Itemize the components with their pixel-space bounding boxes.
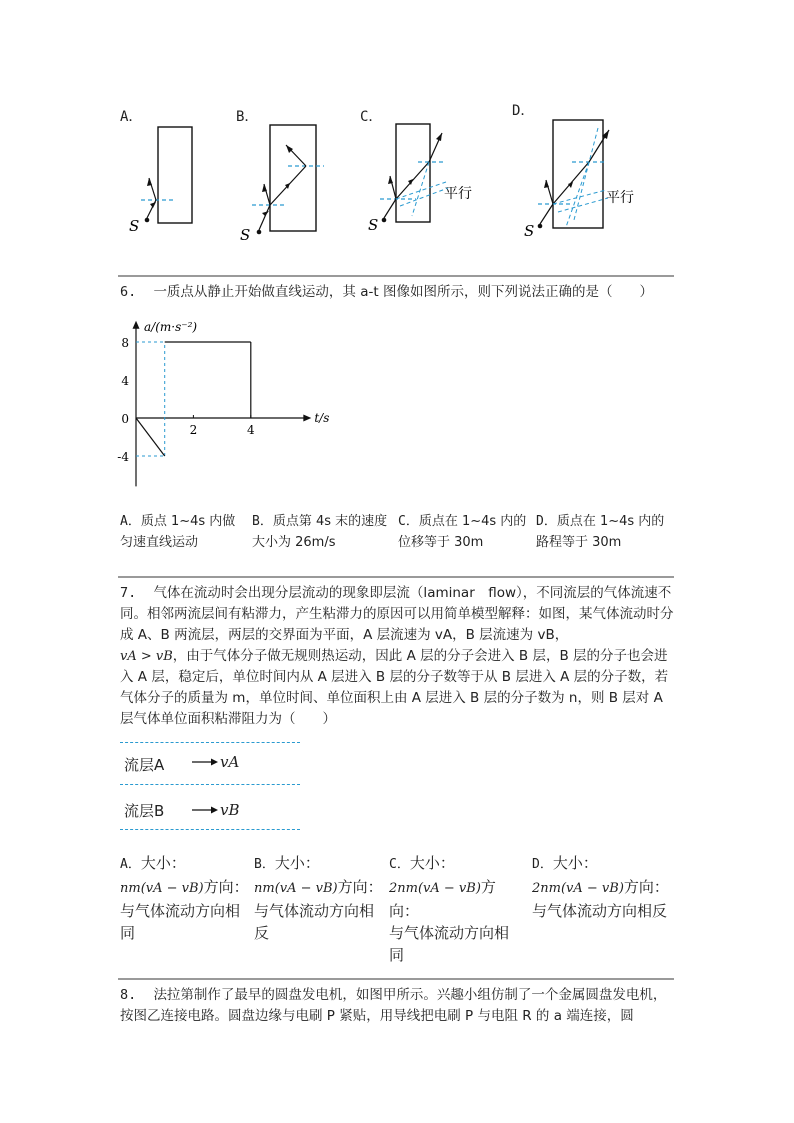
y-tick-label: 4	[121, 374, 129, 388]
q7-condition: vA > vB	[120, 649, 173, 664]
q7-option-b-dir-label: 方向：	[337, 878, 383, 896]
y-axis-arrow	[133, 321, 140, 329]
q7-option-d-size-label: 大小：	[552, 854, 598, 872]
layer-a-label: 流层A	[124, 756, 165, 774]
q6-option-b-label: B．	[252, 514, 273, 529]
q7-option-a-size-label: 大小：	[140, 854, 186, 872]
q6-option-d-label: D．	[536, 514, 557, 529]
q7-option-d-label: D．	[532, 857, 553, 872]
q7-option-d-formula: 2nm(vA − vB)	[532, 881, 624, 896]
q7-option-c-dir-text: 与气体流动方向相同	[389, 924, 510, 964]
parallel-label-d: 平行	[606, 190, 634, 206]
q6-option-a-text: 质点 1~4s 内做匀速直线运动	[120, 514, 236, 550]
q6-stem-text: 一质点从静止开始做直线运动，其 a-t 图像如图所示，则下列说法正确的是（ ）	[153, 284, 653, 300]
source-label-b: S	[240, 226, 251, 244]
q7-option-b-formula: nm(vA − vB)	[254, 881, 338, 896]
section-divider	[118, 275, 674, 277]
x-tick-label: 4	[246, 423, 255, 437]
q6-number: 6.	[120, 284, 137, 300]
arrow-right-icon	[190, 755, 220, 769]
q8-number: 8.	[120, 987, 137, 1003]
q8-stem-text: 法拉第制作了最早的圆盘发电机，如图甲所示。兴趣小组仿制了一个金属圆盘发电机，按图乙连接电路。圆盘边缘与电刷 P 紧贴，用导线把电刷 P 与电阻 R 的 a 端连接，圆	[120, 987, 667, 1024]
option-d-label: D．	[512, 103, 535, 119]
velocity-a-label: vA	[220, 753, 240, 771]
layer-b-label: 流层B	[124, 802, 165, 820]
q7-option-a-label: A．	[120, 857, 141, 872]
q7-stem	[120, 583, 674, 730]
option-a-label: A．	[120, 109, 143, 125]
q8-stem	[120, 985, 674, 1027]
layer-boundary-top	[120, 742, 300, 743]
series-segment	[136, 418, 165, 456]
q6-option-b[interactable]	[252, 511, 388, 553]
q7-option-a-formula: nm(vA − vB)	[120, 881, 204, 896]
refraction-diagram-b	[236, 118, 336, 243]
q6-option-a[interactable]	[120, 511, 248, 553]
q7-number: 7.	[120, 585, 137, 601]
q7-option-d-dir-label: 方向：	[623, 878, 669, 896]
y-tick-label: 8	[121, 336, 129, 350]
at-graph	[117, 316, 330, 496]
q6-option-c[interactable]	[398, 511, 532, 553]
q7-option-b[interactable]	[254, 852, 384, 944]
q7-option-c-label: C．	[389, 857, 410, 872]
layer-boundary-bottom	[120, 829, 300, 830]
q7-option-c-size-label: 大小：	[409, 854, 455, 872]
parallel-label-c: 平行	[444, 186, 472, 202]
source-label-c: S	[368, 216, 379, 234]
x-axis-label: t/s	[314, 411, 330, 425]
q7-stem-text-2: ，由于气体分子做无规则热运动，因此 A 层的分子会进入 B 层，B 层的分子也会进入 A 层，稳定后，单位时间内从 A 层进入 B 层的分子数等于从 B 层进入 A 层的分子数，若气体分子的质量为 m，单位时间、单位面积上由 A 层进入 B 层的分子数为 n，则 B 层对 A 层气体单位面积粘滞阻力为（ ）	[120, 648, 669, 727]
x-tick-label: 2	[189, 423, 198, 437]
q7-stem-text: 气体在流动时会出现分层流动的现象即层流（laminar flow），不同流层的气体流速不同。相邻两流层间有粘滞力，产生粘滞力的原因可以用简单模型解释：如图，某气体流动时分成 A、B 两流层，两层的交界面为平面，A 层流速为 vA，B 层流速为 vB，	[120, 585, 674, 643]
q7-option-b-size-label: 大小：	[274, 854, 320, 872]
velocity-b-label: vB	[220, 801, 240, 819]
q6-option-c-label: C．	[398, 514, 419, 529]
y-tick-label: -4	[117, 450, 129, 464]
q7-option-d[interactable]	[532, 852, 674, 922]
refraction-diagram-a	[120, 118, 220, 238]
y-axis-label: a/(m·s⁻²)	[144, 319, 198, 334]
q7-option-b-label: B．	[254, 857, 275, 872]
option-c-label: C．	[360, 109, 383, 125]
arrow-right-icon	[190, 803, 220, 817]
q7-option-c-formula: 2nm(vA − vB)	[389, 881, 481, 896]
q7-option-a-dir-label: 方向：	[203, 878, 249, 896]
layer-boundary-middle	[120, 784, 300, 785]
q7-option-a[interactable]	[120, 852, 250, 944]
source-label-d: S	[524, 222, 535, 240]
q7-option-d-dir-text: 与气体流动方向相反	[532, 902, 668, 920]
section-divider	[118, 978, 674, 980]
q6-option-d-text: 质点在 1~4s 内的路程等于 30m	[536, 514, 665, 550]
x-axis-arrow	[303, 415, 311, 422]
source-label-a: S	[129, 217, 140, 235]
q7-option-b-dir-text: 与气体流动方向相反	[254, 902, 375, 942]
y-tick-label: 0	[121, 412, 129, 426]
q6-option-a-label: A．	[120, 514, 141, 529]
q6-stem	[120, 282, 674, 303]
refraction-diagram-d	[512, 112, 652, 242]
q7-option-c-dir-label: 方向：	[389, 878, 496, 920]
q6-option-c-text: 质点在 1~4s 内的位移等于 30m	[398, 514, 527, 550]
q6-option-d[interactable]	[536, 511, 674, 553]
q7-option-c[interactable]	[389, 852, 523, 966]
refraction-diagram-c	[360, 118, 490, 238]
option-b-label: B．	[236, 109, 259, 125]
q7-option-a-dir-text: 与气体流动方向相同	[120, 902, 241, 942]
section-divider	[118, 576, 674, 578]
q6-option-b-text: 质点第 4s 末的速度大小为 26m/s	[252, 514, 388, 550]
